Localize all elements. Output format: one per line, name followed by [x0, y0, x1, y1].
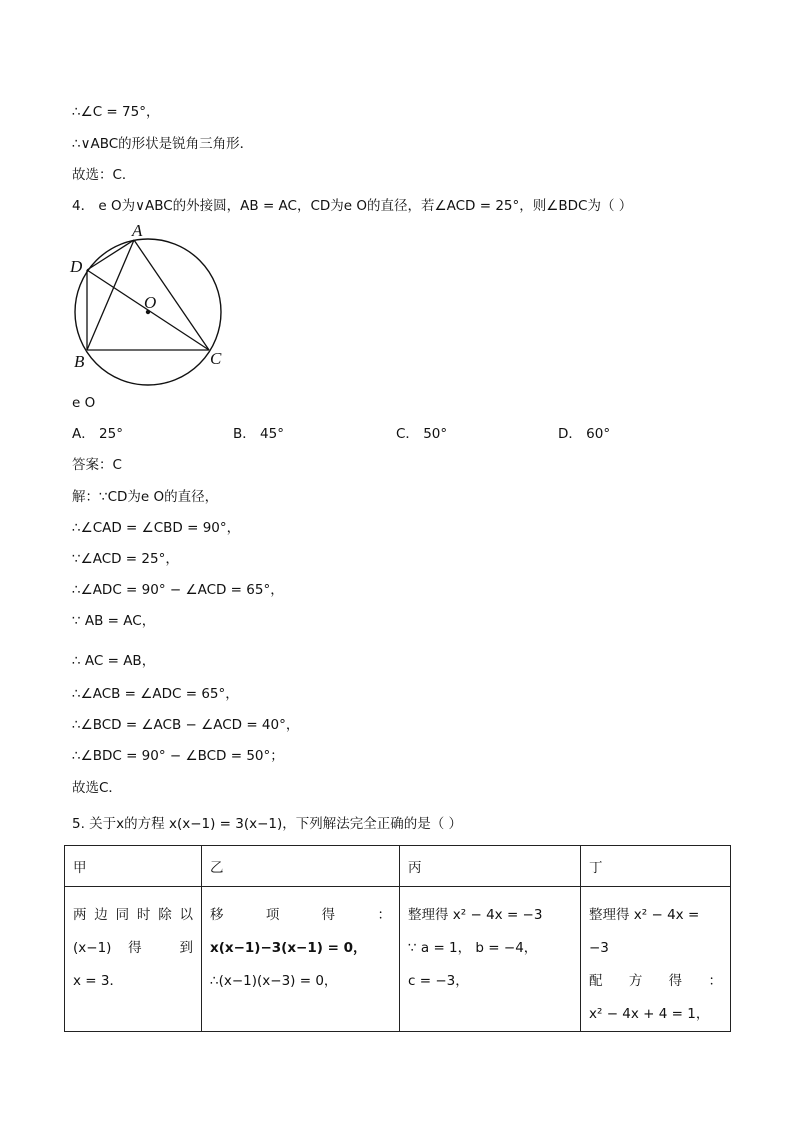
- label-d: D: [70, 257, 83, 276]
- table-header-row: [65, 846, 731, 887]
- solution-step-7: ∴∠ACB = ∠ADC = 65°，: [72, 686, 239, 702]
- figure-caption: e O: [72, 395, 96, 411]
- segment-ab: [87, 240, 134, 350]
- cell-bing: [400, 887, 581, 1032]
- solution-step-5: ∵ AB = AC，: [72, 613, 156, 629]
- ding-line-3: x² − 4x + 4 = 1，: [589, 1006, 710, 1022]
- option-c: C． 50°: [396, 426, 448, 442]
- step-angle-c: ∴∠C = 75°，: [72, 104, 160, 120]
- label-o: O: [144, 293, 157, 312]
- solution-step-3: ∵∠ACD = 25°，: [72, 551, 179, 567]
- option-d: D． 60°: [558, 426, 611, 442]
- solutions-table: [64, 845, 731, 1032]
- bing-line-3: c = −3，: [408, 973, 469, 989]
- solution-step-4: ∴∠ADC = 90° − ∠ACD = 65°，: [72, 582, 284, 598]
- question-5-stem: 5. 关于x的方程 x(x−1) = 3(x−1)，下列解法完全正确的是（ ）: [72, 816, 463, 832]
- yi-line-3: ∴(x−1)(x−3) = 0，: [210, 973, 338, 989]
- option-b: B． 45°: [233, 426, 284, 442]
- solution-step-2: ∴∠CAD = ∠CBD = 90°，: [72, 520, 241, 536]
- label-a: A: [132, 222, 143, 240]
- ding-line-1: 整理得 x² − 4x = −3: [589, 907, 700, 956]
- cell-yi: [202, 887, 400, 1032]
- solution-step-9: ∴∠BDC = 90° − ∠BCD = 50°；: [72, 748, 284, 764]
- cell-ding: [581, 887, 731, 1032]
- solution-step-1: 解：∵CD为e O的直径，: [72, 489, 219, 505]
- header-bing: 丙: [400, 846, 581, 887]
- question-4-stem: 4． e O为∨ABC的外接圆，AB = AC，CD为e O的直径，若∠ACD = 25°，则∠BDC为（ ）: [72, 198, 633, 214]
- step-choose-c: 故选：C．: [72, 167, 136, 183]
- solution-step-6: ∴ AC = AB，: [72, 653, 156, 669]
- circle-figure: [68, 222, 233, 387]
- solution-step-10: 故选C．: [72, 780, 122, 796]
- label-b: B: [74, 352, 85, 371]
- jia-line-3: x = 3．: [73, 973, 123, 989]
- answer-line: 答案：C: [72, 457, 122, 473]
- header-ding: 丁: [581, 846, 731, 887]
- bing-line-1: 整理得 x² − 4x = −3: [408, 907, 543, 923]
- yi-line-1: 移 项 得 ：: [210, 907, 391, 923]
- header-jia: 甲: [65, 846, 202, 887]
- cell-jia: [65, 887, 202, 1032]
- header-yi: 乙: [202, 846, 400, 887]
- label-c: C: [210, 349, 222, 368]
- jia-line-2: (x−1)得 到: [73, 940, 193, 956]
- bing-line-2: ∵ a = 1， b = −4，: [408, 940, 538, 956]
- jia-line-1: 两边同时除以: [73, 907, 193, 923]
- ding-line-2: 配 方 得 ：: [589, 973, 722, 989]
- option-a: A． 25°: [72, 426, 123, 442]
- yi-line-2: x(x−1)−3(x−1) = 0，: [210, 940, 367, 956]
- step-shape-conclusion: ∴∨ABC的形状是锐角三角形．: [72, 136, 254, 152]
- table-body-row: [65, 887, 731, 1032]
- solution-step-8: ∴∠BCD = ∠ACB − ∠ACD = 40°，: [72, 717, 300, 733]
